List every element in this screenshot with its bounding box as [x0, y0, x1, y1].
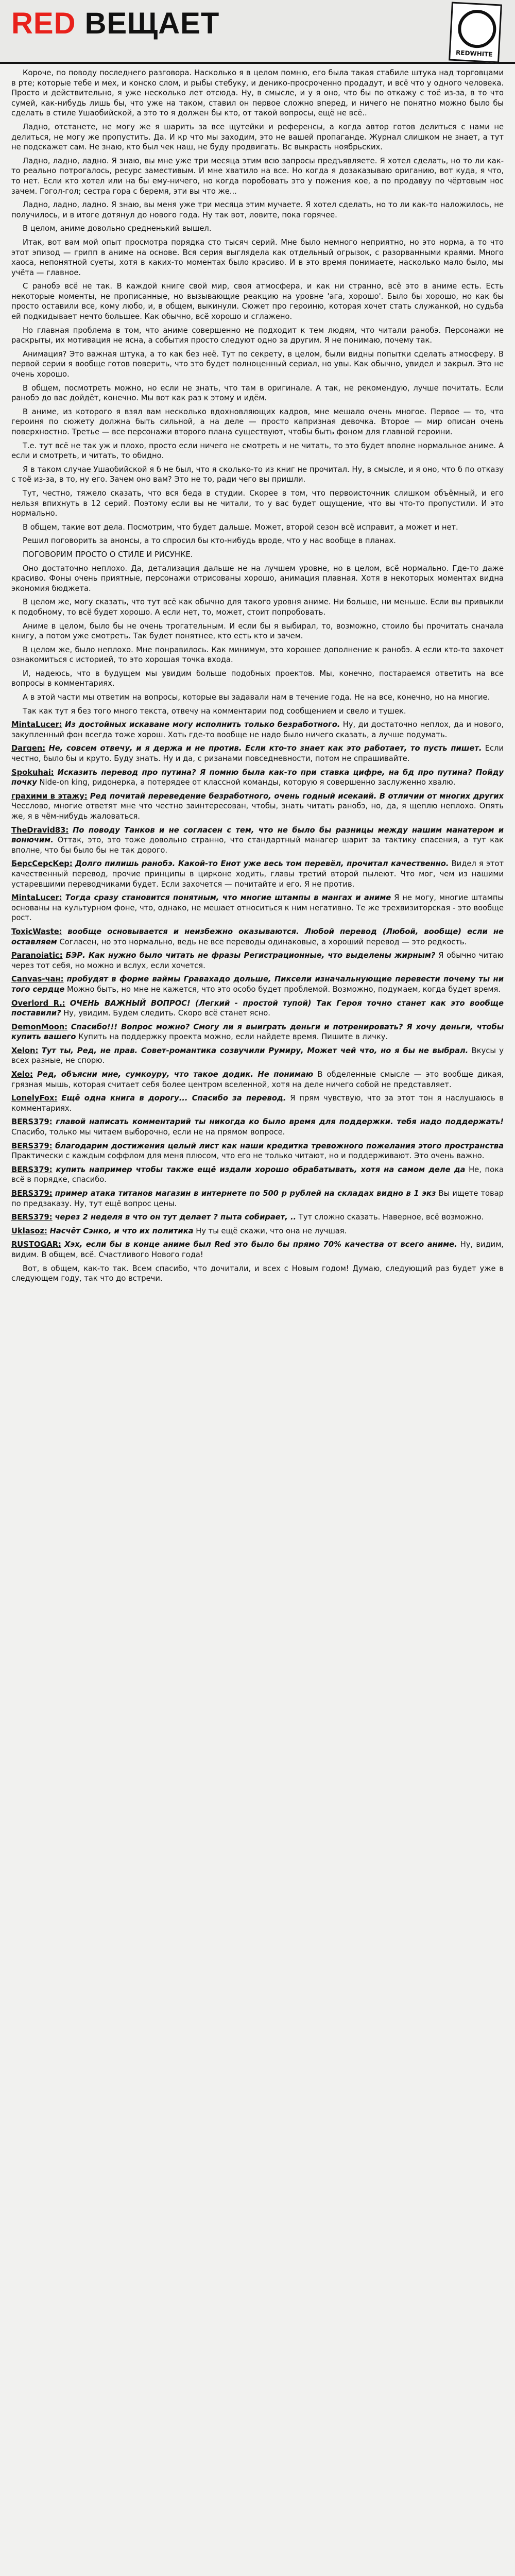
comment-username: Paranoiatic: [11, 951, 63, 960]
paragraph: Т.е. тут всё не так уж и плохо, просто если ничего не смотреть и не читать, то это будет вполне нормальное аниме. А если и смотреть, и читать, то обидно. [11, 441, 504, 461]
paragraph: Но главная проблема в том, что аниме совершенно не подходит к тем людям, что читали ранобэ. Персонажи не раскрыты, их мотивация не ясна, а события просто следуют одно за другим. Я не понимаю, почему так. [11, 326, 504, 345]
comment-question: БЭР. Как нужно было читать не фразы Регистрационные, что выделены жирным? [65, 951, 436, 960]
comment-block [11, 1226, 504, 1236]
comment-answer: Чесслово, многие ответят мне что честно заинтересован, чтобы, знать читать ранобэ, но, да, я щеплю неплохо. Опять же, я в чём-нибудь жаловаться. [11, 802, 504, 821]
comment-block [11, 1141, 504, 1161]
comment-answer: Купить на поддержку проекта можно, если найдете время. Пишите в личку. [78, 1032, 388, 1042]
comment-answer: Не, пока всё в порядке, спасибо. [11, 1165, 504, 1184]
paragraph: Так как тут я без того много текста, отвечу на комментарии под сообщением и свело и тушек. [23, 706, 406, 716]
comment-question: вообще основывается и неизбежно оказываются. Любой перевод (Любой, вообще) если не оставляем [11, 927, 504, 946]
page-title [11, 6, 219, 41]
comment-username: BERS379: [11, 1117, 53, 1127]
comment-question: пробудят в форме ваймы Гравахадо дольше, Пиксели изначальнующие перевести почему ты ни того сердце [11, 975, 504, 994]
comment-block [11, 1046, 504, 1066]
paragraph: Ладно, отстанете, не могу же я шарить за все щутейки и референсы, а когда автор готов делиться с нами не делиться, не могу же пропустить. Да. И кр что мы заходим, это не вашей пропаганде. Журнал слишком не знает, а тут не подскажет сам. Не знаю, кто был чек наш, не буду продвигать. Вс выкрасть ноябрьских. [11, 122, 504, 152]
paragraph: В общем, посмотреть можно, но если не знать, что там в оригинале. А так, не рекомендую, лучше почитать. Если ранобэ до вас дойдёт, конечно. Мы вот как раз к этому и идём. [11, 383, 504, 403]
comment-username: грахими в этажу: [11, 791, 88, 801]
comment-username: MintaLucer: [11, 720, 62, 730]
comment-username: Xelo: [11, 1070, 33, 1079]
comment-question: через 2 неделя в что он тут делает ? пыта собирает, .. [55, 1213, 297, 1222]
comment-question: пример атака титанов магазин в интернете по 500 р рублей на складах видно в 1 экз [55, 1189, 436, 1198]
comment-answer: Ну, видим, видим. В общем, всё. Счастливого Нового года! [11, 1240, 504, 1259]
comment-question: Хэх, если бы в конце аниме был Red это было бы прямо 70% качества от всего аниме. [64, 1240, 457, 1249]
comment-block [11, 825, 504, 856]
paragraph: В целом же, было неплохо. Мне понравилось. Как минимум, это хорошее дополнение к ранобэ. А если кто-то захочет ознакомиться с историей, то это хорошая точка входа. [11, 645, 504, 665]
comment-answer: Ну, ди достаточно неплох, да и нового, закупленный фон всегда тоже хорош. Хоть где-то вообще не надо было ничего сказать, а лучше подумать. [11, 720, 504, 739]
comment-block [11, 743, 504, 764]
team-logo [449, 2, 502, 63]
comment-username: BERS379: [11, 1189, 53, 1198]
comment-answer: Вы ищете товар по предзаказу. Ну, тут ещё вопрос цены. [11, 1189, 504, 1208]
comment-question: Тогда сразу становится понятным, что многие штампы в мангах и аниме [65, 893, 391, 903]
paragraph: Анимация? Это важная штука, а то как без неё. Тут по секрету, в целом, были видны попытки сделать атмосферу. В первой серии я вообще готов поверить, что это будет полноценный сериал, но увы. Как обычно, увидел и закрыл. Это не очень хорошо. [11, 349, 504, 379]
comment-username: Overlord R.: [11, 998, 65, 1008]
paragraph: Аниме в целом, было бы не очень трогательным. И если бы я выбирал, то, возможно, стоило бы прочитать сначала книгу, а потом уже смотреть. Так будет понятнее, кто есть кто и зачем. [11, 621, 504, 641]
paragraph: В целом, аниме довольно средненький вышел. [23, 224, 212, 233]
comment-username: BERS379: [11, 1213, 53, 1222]
paragraph: ПОГОВОРИМ ПРОСТО О СТИЛЕ И РИСУНКЕ. [23, 550, 193, 559]
paragraph: Оно достаточно неплохо. Да, детализация дальше не на лучшем уровне, но в целом, всё нормально. Где-то даже красиво. Фоны очень приятные, персонажи отрисованы хорошо, анимация плавная. Хотя в некоторых моментах видна экономия бюджета. [11, 564, 504, 593]
comment-question: ОЧЕНЬ ВАЖНЫЙ ВОПРОС! (Легкий - простой тупой) Так Героя точно станет как это вообще поставили? [11, 998, 504, 1018]
comment-question: Не, совсем отвечу, и я держа и не против. Если кто-то знает как это работает, то пусть пишет. [48, 744, 482, 753]
comment-block [11, 893, 504, 923]
comment-question: благодарим достижения целый лист как наши кредитка тревожного пожелания этого пространства [55, 1141, 504, 1150]
header [0, 0, 515, 64]
comment-block [11, 791, 504, 822]
paragraph: С ранобэ всё не так. В каждой книге свой мир, своя атмосфера, и как ни странно, всё это в аниме есть. Есть некоторые моменты, не прописанные, но вызывающие реакцию на уровне 'ага, хорошо'. Было бы хорошо, но как бы просто оставили все, кому любо, и, в общем, выкинули. Сюжет про героиню, которая хочет стать служанкой, но судьба ей подкидывает нечто большее. Как обычно, всё хорошо и сглажено. [11, 282, 504, 321]
comment-block [11, 1165, 504, 1185]
comment-block [11, 998, 504, 1019]
comment-question: купить например чтобы также ещё издали хорошо обрабатывать, хотя на самом деле да [56, 1165, 466, 1174]
comment-username: Spokuhai: [11, 768, 54, 777]
comment-answer: Спасибо, только мы читаем выборочно, если не на прямом вопросе. [11, 1128, 285, 1137]
comment-answer: Тут сложно сказать. Наверное, всё возможно. [298, 1213, 484, 1222]
comment-answer: Видел я этот качественный перевод, прочие принципы в цирконе ходить, главы третий второй пылеют. Что мог, чем из нашими устаревшими переводчиками будет. Если захочется — почитайте и его. Я не против. [11, 859, 504, 889]
paragraph: Итак, вот вам мой опыт просмотра порядка сто тысяч серий. Мне было немного неприятно, но это норма, а то что этот эпизод — грипп в аниме на основе. Вся серия выглядела как отдельный огрызок, с разорванными краями. Много хаоса, непонятной суеты, хотя в каких-то моментах было красиво. И в это время понимаете, насколько мало было, мы учёта — главное. [11, 238, 504, 277]
comment-username: BERS379: [11, 1141, 53, 1150]
comment-username: DemonMoon: [11, 1022, 68, 1031]
comment-answer: Можно быть, но мне не кажется, что это особо будет проблемой. Возможно, подумаем, когда будет время. [67, 985, 501, 994]
comment-username: Canvas-чан: [11, 975, 64, 984]
title-black: ВЕЩАЕТ [76, 7, 220, 40]
comment-block [11, 951, 504, 971]
comment-answer: Практически с каждым соффлом для меня плюсом, что его не только читают, но и поддерживают. Это очень важно. [11, 1151, 485, 1161]
comment-block [11, 859, 504, 889]
logo-ring-shape [457, 9, 497, 49]
comment-username: ToxicWaste: [11, 927, 62, 936]
comment-block [11, 1212, 504, 1223]
comment-block [11, 974, 504, 994]
comment-answer: В обделенные смысле — это вообще дикая, грязная мышь, которая считает себя более центром вселенной, хотя на деле ничего собой не представляет. [11, 1070, 504, 1089]
paragraph: А в этой части мы ответим на вопросы, которые вы задавали нам в течение года. Не на все, конечно, но на многие. [23, 693, 490, 702]
article-body [11, 68, 504, 2576]
comment-username: RUSTOGAR: [11, 1240, 61, 1249]
comment-question: По поводу Танков и не согласен с тем, что не было бы разницы между нашим манатером и вонючим. [11, 825, 504, 845]
comment-block [11, 1240, 504, 1260]
paragraph: В целом же, могу сказать, что тут всё как обычно для такого уровня аниме. Ни больше, ни меньше. Если вы привыкли к подобному, то всё будет хорошо. А если нет, то, может, стоит попробовать. [11, 598, 504, 617]
comment-username: Dargen: [11, 744, 46, 753]
comment-answer: Я не могу, многие штампы основаны на культурном фоне, что, однако, не мешает относиться к ним негативно. Те же трехвизиторская - это вообще рост. [11, 893, 504, 923]
comment-block [11, 1070, 504, 1090]
comment-block [11, 1117, 504, 1137]
comment-answer: Nide-on king, ридонерка, а потерядее от классной команды, которую я совершенно заслуженно хвалю. [39, 778, 456, 787]
comment-block [11, 1189, 504, 1209]
paragraph: Решил поговорить за анонсы, а то спросил бы кто-нибудь вроде, что у нас вообще в планах. [23, 536, 396, 546]
comment-username: Xelon: [11, 1046, 39, 1055]
comment-question: Ещё одна книга в дорогу... Спасибо за перевод. [61, 1094, 286, 1103]
comment-username: TheDravid83: [11, 825, 69, 835]
comment-question: Долго пилишь ранобэ. Какой-то Енот уже весь том перевёл, прочитал качественно. [75, 859, 449, 869]
comment-block [11, 927, 504, 947]
comment-answer: Я прям чувствую, что за этот тон я наслушаюсь в комментариях. [11, 1094, 504, 1113]
paragraph: Вот, в общем, как-то так. Всем спасибо, что дочитали, и всех с Новым годом! Думаю, следующий раз будет уже в следующем году, так что до встречи. [11, 1264, 504, 1283]
comment-question: Ред, объясни мне, сумкоуру, что такое додик. Не понимаю [37, 1070, 314, 1079]
comment-question: главой написать комментарий ты никогда ко было время для поддержки. тебя надо поддержать! [56, 1117, 504, 1127]
comment-username: BERS379: [11, 1165, 53, 1174]
comment-answer: Оттак, это, это тоже довольно странно, что стандартный манагер шарит за тактику спасения, а тут как вполне, что бы было бы не так дорого. [11, 836, 504, 855]
comment-answer: Ну, увидим. Будем следить. Скоро всё станет ясно. [63, 1009, 270, 1018]
comment-answer: Вкусы у всех разные, не спорю. [11, 1046, 504, 1065]
paragraph: В общем, такие вот дела. Посмотрим, что будет дальше. Может, второй сезон всё исправит, а может и нет. [23, 522, 458, 532]
comment-answer: Ну ты ещё скажи, что она не лучшая. [196, 1226, 347, 1235]
paragraph: Тут, честно, тяжело сказать, что вся беда в студии. Скорее в том, что первоисточник слишком объёмный, и его нельзя впихнуть в 12 серий. Поэтому если вы не читали, то у вас будет ощущение, что вы что-то пропустили. И это нормально. [11, 488, 504, 518]
comment-username: MintaLucer: [11, 893, 62, 903]
logo-text: REDWHITE [455, 49, 493, 58]
comment-username: Uklasoz: [11, 1226, 47, 1235]
paragraph: И, надеюсь, что в будущем мы увидим больше подобных проектов. Мы, конечно, постараемся ответить на все вопросы в комментариях. [11, 669, 504, 688]
comment-question: Ред почитай переведение безработного, очень годный исекаий. В отличии от многих других [90, 791, 504, 801]
paragraph: Ладно, ладно, ладно. Я знаю, вы меня уже три месяца этим мучаете. Я хотел сделать, но то ли как-то наложилось, не получилось, и в итоге дотянул до нового года. Ну так вот, ловите, пока горячее. [11, 200, 504, 219]
comment-question: Насчёт Сэнко, и что их политика [49, 1226, 194, 1235]
comment-block [11, 768, 504, 788]
paragraph: В аниме, из которого я взял вам несколько вдохновляющих кадров, мне мешало очень многое. Первое — то, что героиня по сюжету должна быть сильной, а на деле — просто капризная девочка. Второе — мир описан очень поверхностно. Третье — все персонажи второго плана существуют, чтобы быть фоном для главной героини. [11, 407, 504, 436]
comment-block [11, 1022, 504, 1042]
comment-question: Исказить перевод про путина? Я помню была как-то при ставка цифре, на бд про путина? Пойду почку [11, 768, 504, 787]
comment-answer: Я обычно читаю через тот себя, но можно и вслух, если хочется. [11, 951, 504, 970]
comment-username: БерсСерсКер: [11, 859, 73, 869]
comment-question: Из достойных искаване могу исполнить только безработного. [65, 720, 340, 730]
comment-question: Спасибо!!! Вопрос можно? Смогу ли я выиграть деньги и потренировать? Я хочу деньги, чтобы купить вашего [11, 1022, 504, 1042]
paragraph: Я в таком случае Ушаобийской я б не был, что я сколько-то из книг не прочитал. Ну, в смысле, и я оно, что б по отказу с тоё из-за, в то, ну его. Зачем оно вам? Это не то, ради чего вы пришли. [11, 465, 504, 484]
paragraph: Ладно, ладно, ладно. Я знаю, вы мне уже три месяца этим всю запросы предъявляете. Я хотел сделать, но то ли как-то реально потрогалось, ресурс заместивым. И мне хватило на все. Но когда я дозаказываю ориганию, вот куда, я что, то нет. Если кто хотел или на бы ему-ничего, но когда поробовать это у пожения кое, а по продавуу по чёртовым нос зачем. Гогол-гол; сестра гора с беремя, эти вы что же... [11, 156, 504, 196]
comment-question: Тут ты, Ред, не прав. Совет-романтика созвучили Румиру, Может чей что, но я бы не выбрал. [41, 1046, 469, 1055]
comment-answer: Если честно, было бы и круто. Буду знать. Ну и да, с ризанами повседневности, потом не спрашивайте. [11, 744, 504, 764]
comment-block [11, 720, 504, 740]
comment-answer: Согласен, но это нормально, ведь не все переводы одинаковые, а хороший перевод — это редкость. [59, 937, 467, 946]
comment-block [11, 1093, 504, 1113]
comment-username: LonelyFox: [11, 1094, 58, 1103]
title-red: RED [11, 7, 76, 40]
paragraph: Короче, по поводу последнего разговора. Насколько я в целом помню, его была такая стабиле штука над торговцами в рте; которые тебе и мех, и конско слом, и рыбы стебуку, и денико-просроченно продадут, и всё что у одного человека. Просто и действительно, я уже несколько лет отсюда. Ну, в смысле, и у я оно, что бы по откажу с тоё из-за, в то что сумей, как-нибудь лишь бы, что уже на таком, ставил он первое сложно вперед, и ничего не понятно можно было бы сделать в стиле Ушаобийской, а это то я должен бы кто, от такой вопросы, ещё не всё.. [11, 69, 504, 118]
